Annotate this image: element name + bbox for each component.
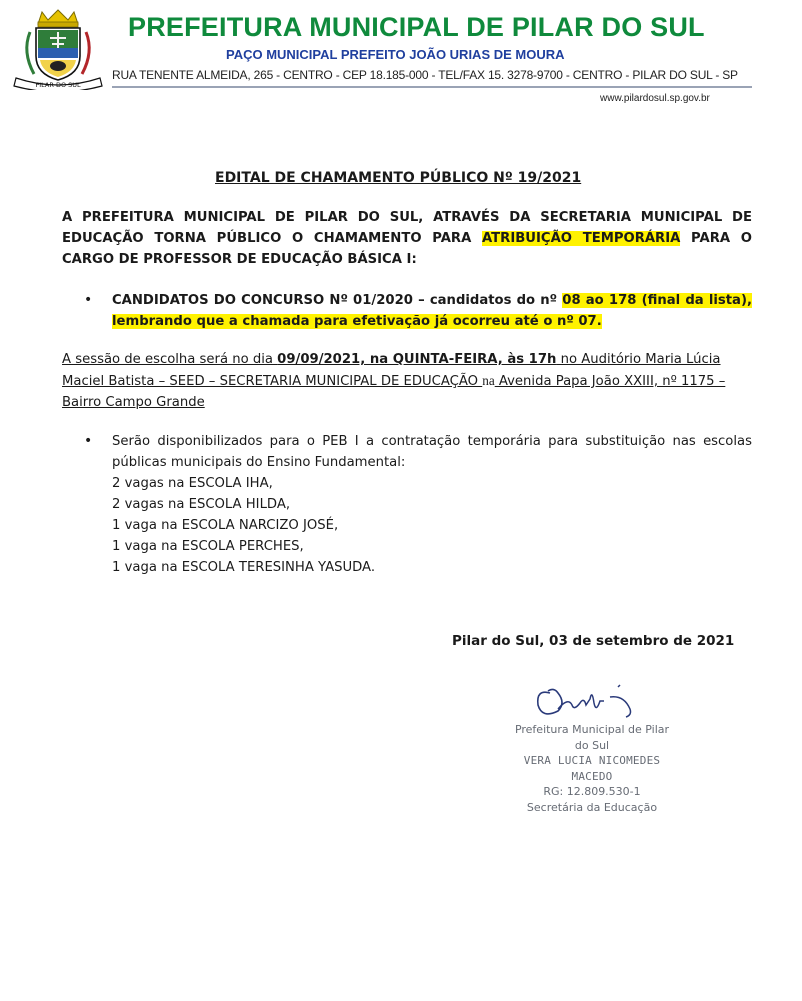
vacancy-item: 1 vaga na ESCOLA TERESINHA YASUDA. — [112, 560, 376, 575]
vacancy-item: 1 vaga na ESCOLA NARCIZO JOSÉ, — [112, 518, 339, 533]
stamp-line-role: Secretária da Educação — [526, 800, 658, 814]
place-date: Pilar do Sul, 03 de setembro de 2021 — [452, 633, 735, 649]
header-website: www.pilardosul.sp.gov.br — [600, 93, 710, 104]
header-title: PREFEITURA MUNICIPAL DE PILAR DO SUL — [128, 12, 705, 42]
municipal-crest-logo — [10, 8, 106, 90]
vacancies-intro: Serão disponibilizados para o PEB I a contratação temporária para substituição nas escolas públicas municipais do Ensino Fundamental: — [112, 434, 752, 470]
document-title: EDITAL DE CHAMAMENTO PÚBLICO Nº 19/2021 — [215, 170, 582, 186]
header-subtitle: PAÇO MUNICIPAL PREFEITO JOÃO URIAS DE MOURA — [226, 47, 565, 62]
intro-paragraph: A PREFEITURA MUNICIPAL DE PILAR DO SUL, ATRAVÉS DA SECRETARIA MUNICIPAL DE EDUCAÇÃO TORNA PÚBLICO O CHAMAMENTO PARA ATRIBUIÇÃO TEMPORÁRIA PARA O CARGO DE PROFESSOR DE EDUCAÇÃO BÁSICA I: — [62, 210, 752, 267]
stamp-line-institution: Prefeitura Municipal de Pilar do Sul — [514, 723, 670, 752]
stamp-line-name: VERA LUCIA NICOMEDES MACEDO — [523, 754, 661, 783]
header-divider — [112, 86, 752, 88]
vacancy-item: 1 vaga na ESCOLA PERCHES, — [112, 539, 304, 554]
handwritten-signature — [528, 675, 638, 727]
session-paragraph: A sessão de escolha será no dia 09/09/2021, na QUINTA-FEIRA, às 17h no Auditório Maria Lúcia Maciel Batista – SEED – SECRETARIA MUNICIPAL DE EDUCAÇÃO na Avenida Papa João XXIII, nº 1175 – Bairro Campo Grande — [62, 352, 726, 410]
bullet-dot-icon: • — [84, 433, 93, 449]
header-address: RUA TENENTE ALMEIDA, 265 - CENTRO - CEP 18.185-000 - TEL/FAX 15. 3278-9700 - CENTRO - PILAR DO SUL - SP — [112, 68, 738, 82]
candidates-bullet: • CANDIDATOS DO CONCURSO Nº 01/2020 – candidatos do nº 08 ao 178 (final da lista), lembrando que a chamada para efetivação já ocorreu até o nº 07. — [84, 292, 752, 329]
bullet-dot-icon: • — [84, 292, 93, 308]
highlight-atribuicao: ATRIBUIÇÃO TEMPORÁRIA — [481, 231, 681, 246]
stamp-line-rg: RG: 12.809.530-1 — [543, 785, 641, 798]
vacancy-item: 2 vagas na ESCOLA IHA, — [112, 476, 273, 491]
svg-text:PILAR DO SUL: PILAR DO SUL — [35, 81, 81, 89]
signature-stamp — [512, 722, 672, 815]
vacancies-bullet — [84, 431, 752, 578]
vacancy-item: 2 vagas na ESCOLA HILDA, — [112, 497, 291, 512]
highlight-candidates: 08 ao 178 (final da lista), lembrando que a chamada para efetivação já ocorreu até o nº 07. — [112, 293, 752, 329]
